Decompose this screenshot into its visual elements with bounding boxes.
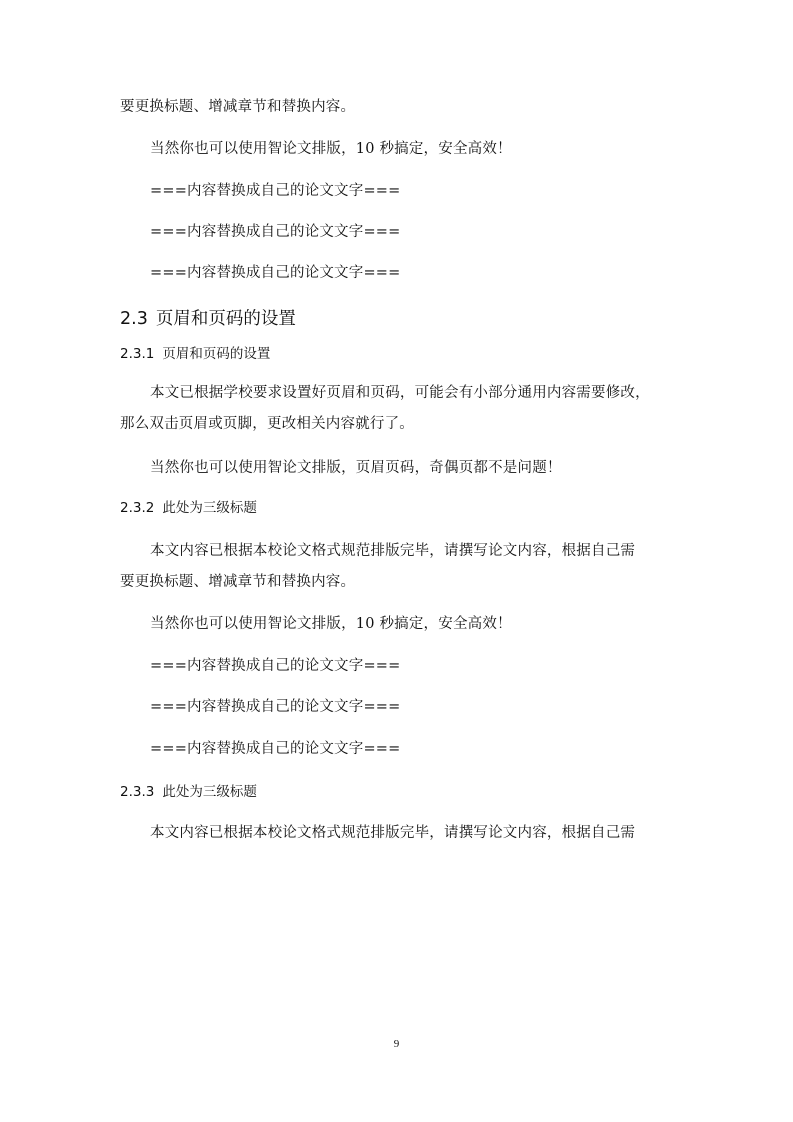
- placeholder-line: ===内容替换成自己的论文文字===: [150, 183, 401, 199]
- placeholder-line: ===内容替换成自己的论文文字===: [150, 741, 401, 757]
- subsection-number: 2.3.2: [120, 500, 155, 516]
- paragraph: 当然你也可以使用智论文排版，10 秒搞定，安全高效！: [150, 616, 512, 632]
- placeholder-line: ===内容替换成自己的论文文字===: [150, 699, 401, 715]
- paragraph: 当然你也可以使用智论文排版，10 秒搞定，安全高效！: [150, 141, 512, 157]
- subsection-title: 此处为三级标题: [162, 784, 257, 800]
- subsection-number: 2.3.1: [120, 346, 155, 362]
- subsection-number: 2.3.3: [120, 784, 155, 800]
- subsection-heading-2-3-2: [120, 498, 680, 518]
- placeholder-line: ===内容替换成自己的论文文字===: [150, 224, 401, 240]
- subsection-heading-2-3-1: [120, 344, 680, 364]
- paragraph: 当然你也可以使用智论文排版，页眉页码，奇偶页都不是问题！: [150, 460, 562, 476]
- paragraph: 本文已根据学校要求设置好页眉和页码，可能会有小部分通用内容需要修改，: [150, 385, 650, 401]
- subsection-title: 页眉和页码的设置: [162, 346, 271, 362]
- paragraph-line: 要更换标题、增减章节和替换内容。: [120, 574, 356, 590]
- placeholder-line: ===内容替换成自己的论文文字===: [150, 265, 401, 281]
- paragraph: 本文内容已根据本校论文格式规范排版完毕，请撰写论文内容，根据自己需: [150, 543, 636, 559]
- placeholder-line: ===内容替换成自己的论文文字===: [150, 658, 401, 674]
- paragraph: 本文内容已根据本校论文格式规范排版完毕，请撰写论文内容，根据自己需: [150, 825, 636, 841]
- paragraph-line: 那么双击页眉或页脚，更改相关内容就行了。: [120, 416, 414, 432]
- subsection-heading-2-3-3: [120, 782, 680, 802]
- section-heading-2-3: [120, 307, 680, 331]
- paragraph-continuation: 要更换标题、增减章节和替换内容。: [120, 99, 356, 115]
- section-title: 页眉和页码的设置: [155, 309, 296, 329]
- section-number: 2.3: [120, 309, 148, 329]
- subsection-title: 此处为三级标题: [162, 500, 257, 516]
- page-number: 9: [393, 1038, 400, 1050]
